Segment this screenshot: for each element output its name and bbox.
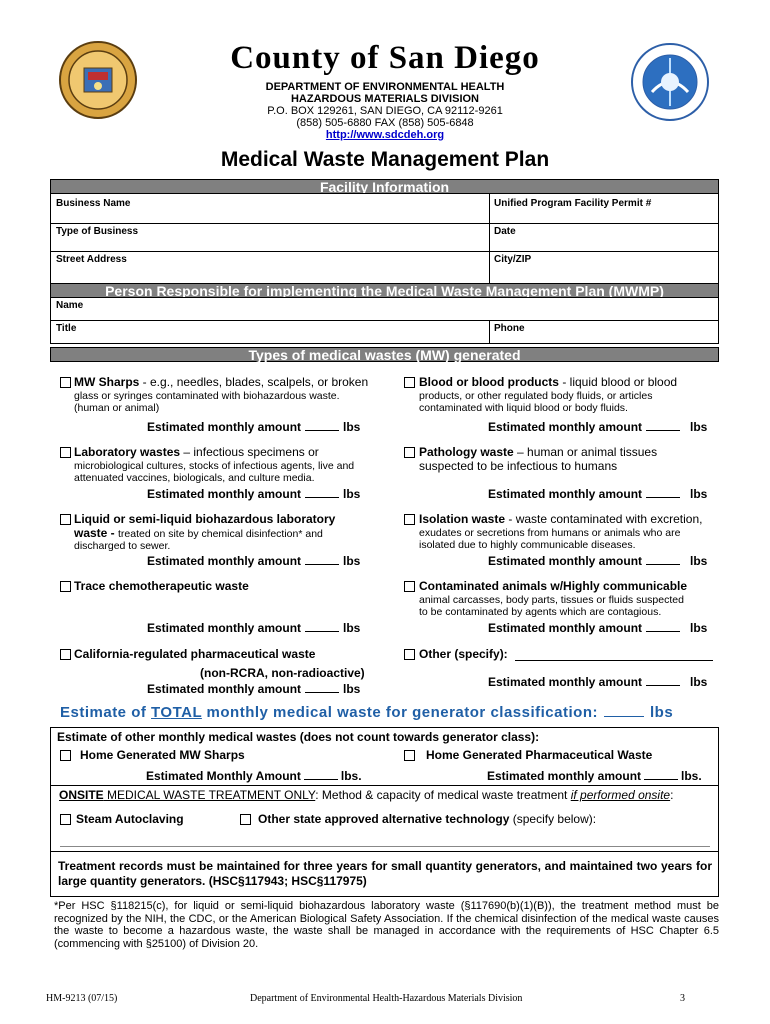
page-title: Medical Waste Management Plan (220, 148, 550, 171)
pathology-title: Pathology waste (419, 445, 514, 459)
home-pharma-label: Home Generated Pharmaceutical Waste (426, 748, 653, 762)
laboratory-estimate-label: Estimated monthly amount (147, 487, 302, 501)
home-pharma-amount-input[interactable] (644, 769, 678, 780)
liquid-waste-title-2: waste - (74, 526, 119, 540)
laboratory-desc-2: microbiological cultures, stocks of infectious agents, live and (74, 460, 355, 472)
liquid-waste-title: Liquid or semi-liquid biohazardous laboratory (74, 512, 336, 526)
liquid-waste-desc-2: discharged to sewer. (74, 540, 171, 552)
alt-technology-label: Other state approved alternative technology (258, 812, 510, 826)
isolation-title: Isolation waste (419, 512, 506, 526)
pharmaceutical-subtitle: (non-RCRA, non-radioactive) (200, 666, 365, 680)
blood-amount-input[interactable] (646, 420, 680, 431)
liquid-estimate-label: Estimated monthly amount (147, 554, 302, 568)
onsite-heading: ONSITE MEDICAL WASTE TREATMENT ONLY: Method & capacity of medical waste treatment if performed onsite: (59, 788, 674, 802)
street-address-field[interactable]: Street Address (56, 254, 127, 265)
sharps-amount-input[interactable] (305, 420, 339, 431)
home-sharps-label: Home Generated MW Sharps (80, 748, 245, 762)
name-field[interactable]: Name (56, 300, 84, 311)
sharps-desc-3: (human or animal) (74, 402, 160, 414)
other-checkbox[interactable] (404, 649, 415, 660)
other-title: Other (specify): (419, 647, 508, 661)
laboratory-amount-input[interactable] (305, 487, 339, 498)
isolation-desc-2: exudates or secretions from humans or animals who are (419, 527, 681, 539)
isolation-estimate-label: Estimated monthly amount (488, 554, 643, 568)
division-name: HAZARDOUS MATERIALS DIVISION (290, 93, 480, 105)
steam-autoclave-checkbox[interactable] (60, 814, 71, 825)
blood-desc-3: contaminated with liquid blood or body fluids. (419, 402, 628, 414)
other-wastes-heading: Estimate of other monthly medical wastes (does not count towards generator class): (57, 730, 540, 744)
other-estimate-label: Estimated monthly amount (488, 675, 643, 689)
person-section-header: Person Responsible for implementing the Medical Waste Management Plan (MWMP) (50, 283, 719, 298)
total-estimate-line: Estimate of TOTAL monthly medical waste for generator classification: lbs (60, 704, 674, 721)
total-amount-input[interactable] (604, 706, 644, 717)
laboratory-desc: – infectious specimens or (180, 445, 319, 459)
liquid-waste-checkbox[interactable] (60, 514, 71, 525)
pathology-unit: lbs (690, 487, 708, 501)
alt-technology-input[interactable] (60, 846, 710, 847)
home-sharps-estimate-label: Estimated Monthly Amount (146, 769, 301, 783)
phone-field[interactable]: Phone (494, 323, 525, 334)
blood-title: Blood or blood products (419, 375, 559, 389)
animals-desc: animal carcasses, body parts, tissues or fluids suspected (419, 594, 684, 606)
home-sharps-amount-input[interactable] (304, 769, 338, 780)
phone-fax: (858) 505-6880 FAX (858) 505-6848 (296, 117, 474, 129)
home-sharps-checkbox[interactable] (60, 750, 71, 761)
pharmaceutical-checkbox[interactable] (60, 649, 71, 660)
animals-estimate-label: Estimated monthly amount (488, 621, 643, 635)
chemo-checkbox[interactable] (60, 581, 71, 592)
home-sharps-unit: lbs. (340, 769, 362, 783)
chemo-amount-input[interactable] (305, 621, 339, 632)
chemo-title: Trace chemotherapeutic waste (74, 579, 249, 593)
pharmaceutical-estimate-label: Estimated monthly amount (147, 682, 302, 696)
sharps-desc: - e.g., needles, blades, scalpels, or broken (139, 375, 369, 389)
laboratory-unit: lbs (343, 487, 361, 501)
liquid-waste-desc: treated on site by chemical disinfection* and (118, 528, 323, 540)
form-id: HM-9213 (07/15) (46, 993, 118, 1004)
other-specify-input[interactable] (515, 660, 713, 661)
animals-unit: lbs (690, 621, 708, 635)
pathology-desc: – human or animal tissues (513, 445, 658, 459)
animals-title: Contaminated animals w/Highly communicable (419, 579, 688, 593)
business-type-field[interactable]: Type of Business (56, 226, 139, 237)
blood-checkbox[interactable] (404, 377, 415, 388)
chemo-estimate-label: Estimated monthly amount (147, 621, 302, 635)
website-link[interactable]: http://www.sdcdeh.org (325, 129, 445, 141)
date-field[interactable]: Date (494, 226, 516, 237)
isolation-desc: - waste contaminated with excretion, (505, 512, 703, 526)
business-name-field[interactable]: Business Name (56, 198, 131, 209)
treatment-records-note: Treatment records must be maintained for three years for small quantity generators, and maintained two years for large quantity generators. (HSC§117943; HSC§117975) (58, 859, 712, 888)
liquid-amount-input[interactable] (305, 554, 339, 565)
isolation-checkbox[interactable] (404, 514, 415, 525)
facility-section-header: Facility Information (50, 179, 719, 194)
laboratory-title: Laboratory wastes (74, 445, 181, 459)
animals-desc-2: to be contaminated by agents which are contagious. (419, 606, 662, 618)
blood-estimate-label: Estimated monthly amount (488, 420, 643, 434)
steam-autoclave-label: Steam Autoclaving (76, 812, 184, 826)
permit-field[interactable]: Unified Program Facility Permit # (494, 198, 652, 209)
chemo-unit: lbs (343, 621, 361, 635)
pathology-amount-input[interactable] (646, 487, 680, 498)
department-name: DEPARTMENT OF ENVIRONMENTAL HEALTH (265, 81, 505, 93)
isolation-desc-3: isolated due to highly communicable diseases. (419, 539, 636, 551)
sharps-estimate-label: Estimated monthly amount (147, 420, 302, 434)
blood-desc: - liquid blood or blood (558, 375, 678, 389)
home-pharma-unit: lbs. (681, 769, 702, 783)
pathology-desc-2: suspected to be infectious to humans (419, 459, 618, 473)
animals-amount-input[interactable] (646, 621, 680, 632)
pathology-estimate-label: Estimated monthly amount (488, 487, 643, 501)
title-field[interactable]: Title (56, 323, 77, 334)
other-unit: lbs (690, 675, 708, 689)
city-zip-field[interactable]: City/ZIP (494, 254, 532, 265)
home-pharma-checkbox[interactable] (404, 750, 415, 761)
county-title: County of San Diego (230, 40, 540, 76)
blood-unit: lbs (690, 420, 708, 434)
sharps-checkbox[interactable] (60, 377, 71, 388)
pharmaceutical-amount-input[interactable] (305, 682, 339, 693)
sharps-desc-2: glass or syringes contaminated with biohazardous waste. (74, 390, 340, 402)
footnote: *Per HSC §118215(c), for liquid or semi-liquid biohazardous laboratory waste (§117690(b)(1)(B)), the treatment method must be recognized by the NIH, the CDC, or the American Biological Safety Association. If the chemical disinfection of the medical waste causes the waste to become a hazardous waste, the waste shall be managed in accordance with the requirements of HSC Chapter 6.5 (commencing with §25100) of Division 20. (54, 900, 719, 950)
sharps-title: MW Sharps (74, 375, 140, 389)
laboratory-checkbox[interactable] (60, 447, 71, 458)
isolation-unit: lbs (690, 554, 708, 568)
other-amount-input[interactable] (646, 675, 680, 686)
waste-types-section-header: Types of medical wastes (MW) generated (50, 347, 719, 362)
animals-checkbox[interactable] (404, 581, 415, 592)
alt-technology-checkbox[interactable] (240, 814, 251, 825)
home-pharma-estimate-label: Estimated monthly amount (487, 769, 642, 783)
pharmaceutical-unit: lbs (343, 682, 361, 696)
laboratory-desc-3: attenuated vaccines, biologicals, and culture media. (74, 472, 315, 484)
pharmaceutical-title: California-regulated pharmaceutical waste (74, 647, 316, 661)
sharps-unit: lbs (343, 420, 361, 434)
pathology-checkbox[interactable] (404, 447, 415, 458)
page-number: 3 (680, 993, 685, 1004)
blood-desc-2: products, or other regulated body fluids, or articles (419, 390, 653, 402)
alt-technology-note: (specify below): (509, 812, 597, 826)
address: P.O. BOX 129261, SAN DIEGO, CA 92112-9261 (267, 105, 503, 117)
footer-division: Department of Environmental Health-Hazardous Materials Division (250, 993, 523, 1004)
liquid-unit: lbs (343, 554, 361, 568)
isolation-amount-input[interactable] (646, 554, 680, 565)
